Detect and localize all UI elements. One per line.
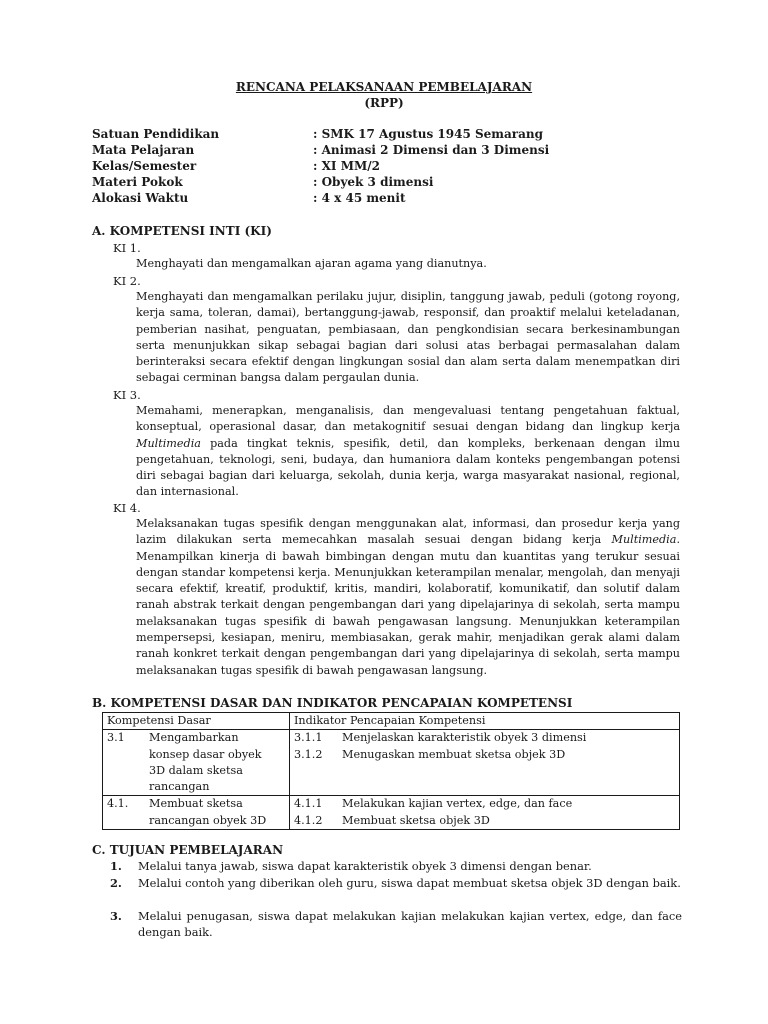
kd-code: 4.1. — [107, 797, 129, 811]
ki4-text-b: . Menampilkan kinerja di bawah bimbingan dengan mutu dan kuantitas yang terukur sesuai dengan standar kompetensi kerja. Menunjukkan keterampilan menalar, mengolah, dan menyaji secara efektif, kreatif, produktif, kritis, mandiri, kolaboratif, komunikatif, dan solutif dalam ranah abstrak terkait dengan pengembangan dari yang dipelajarinya di sekolah, serta mampu melaksanakan tugas spesifik di bawah pengawasan langsung. Menunjukkan keterampilan mempersepsi, kesiapan, meniru, membiasakan, gerak mahir, menjadikan gerak alami dalam ranah konkret terkait dengan pengembangan dari yang dipelajarinya di sekolah, serta mampu melaksanakan tugas spesifik di bawah pengawasan langsung. — [136, 533, 680, 677]
ki2-label: KI 2. — [113, 274, 141, 288]
indicator-line — [294, 796, 675, 812]
indicator-text: Menugaskan membuat sketsa objek 3D — [342, 747, 566, 761]
indicator-text: Melakukan kajian vertex, edge, dan face — [342, 797, 573, 811]
section-c-heading: C. TUJUAN PEMBELAJARAN — [92, 843, 284, 857]
indicator-code: 3.1.1 — [294, 731, 323, 745]
competency-table — [102, 712, 680, 830]
ki1-label: KI 1. — [113, 241, 141, 255]
table-row — [103, 730, 680, 796]
table-header-ipk: Indikator Pencapaian Kompetensi — [290, 713, 680, 730]
indicator-cell — [290, 730, 680, 796]
identity-value: : Animasi 2 Dimensi dan 3 Dimensi — [313, 143, 550, 157]
list-item-text: Melalui tanya jawab, siswa dapat karakteristik obyek 3 dimensi dengan benar. — [138, 859, 592, 873]
kd-text: Mengambarkan konsep dasar obyek 3D dalam sketsa rancangan — [149, 731, 262, 794]
section-b-heading: B. KOMPETENSI DASAR DAN INDIKATOR PENCAPAIAN KOMPETENSI — [92, 696, 573, 710]
kd-text: Membuat sketsa rancangan obyek 3D — [149, 797, 267, 827]
identity-label: Materi Pokok — [92, 175, 183, 189]
identity-value: : SMK 17 Agustus 1945 Semarang — [313, 127, 543, 141]
identity-label: Mata Pelajaran — [92, 143, 195, 157]
ki2-text: Menghayati dan mengamalkan perilaku jujur, disiplin, tanggung jawab, peduli (gotong royong, kerja sama, toleran, damai), bertanggung-jawab, responsif, dan proaktif melalui keteladanan, pemberian nasihat, penguatan, pembiasaan, dan pengkondisian secara berkesinambungan serta menunjukkan sikap sebagai bagian dari solusi atas berbagai permasalahan dalam berinteraksi secara efektif dengan lingkungan sosial dan alam serta dalam menempatkan diri sebagai cerminan bangsa dalam pergaulan dunia. — [136, 290, 680, 385]
indicator-line — [294, 813, 675, 829]
kd-code: 3.1 — [107, 731, 125, 745]
list-item-number: 1. — [110, 859, 122, 873]
indicator-code: 4.1.2 — [294, 813, 323, 827]
identity-value: : 4 x 45 menit — [313, 191, 406, 205]
document-subtitle: (RPP) — [364, 96, 404, 110]
ki3-italic: Multimedia — [136, 436, 201, 450]
table-header-kd: Kompetensi Dasar — [103, 713, 290, 730]
indicator-text: Menjelaskan karakteristik obyek 3 dimensi — [342, 731, 587, 745]
ki3-text — [136, 403, 680, 501]
list-item-number: 2. — [110, 876, 122, 890]
document-title: RENCANA PELAKSANAAN PEMBELAJARAN — [235, 80, 533, 94]
indicator-text: Membuat sketsa objek 3D — [342, 813, 490, 827]
table-header-row — [103, 713, 680, 730]
indicator-code: 4.1.1 — [294, 797, 323, 811]
indicator-cell — [290, 796, 680, 830]
ki4-text-a: Melaksanakan tugas spesifik dengan menggunakan alat, informasi, dan prosedur kerja yang lazim dilakukan serta memecahkan masalah sesuai dengan bidang kerja — [136, 517, 680, 547]
table-row — [103, 796, 680, 830]
ki3-text-b: pada tingkat teknis, spesifik, detil, dan kompleks, berkenaan dengan ilmu pengetahuan, teknologi, seni, budaya, dan humaniora dalam konteks pengembangan potensi diri sebagai bagian dari keluarga, sekolah, dunia kerja, warga masyarakat nasional, regional, dan internasional. — [136, 436, 680, 499]
ki1-text: Menghayati dan mengamalkan ajaran agama yang dianutnya. — [136, 257, 487, 270]
ki3-label: KI 3. — [113, 388, 141, 402]
identity-label: Alokasi Waktu — [92, 191, 189, 205]
ki4-italic: Multimedia — [611, 533, 677, 547]
indicator-line — [294, 747, 675, 763]
list-item-text: Melalui contoh yang diberikan oleh guru, siswa dapat membuat sketsa objek 3D dengan baik. — [138, 876, 681, 890]
list-item-number: 3. — [110, 909, 122, 923]
indicator-code: 3.1.2 — [294, 747, 323, 761]
kd-cell — [103, 730, 290, 796]
identity-value: : XI MM/2 — [313, 159, 381, 173]
section-a-heading: A. KOMPETENSI INTI (KI) — [92, 224, 272, 238]
ki3-text-a: Memahami, menerapkan, menganalisis, dan mengevaluasi tentang pengetahuan faktual, konseptual, operasional dasar, dan metakognitif sesuai dengan bidang dan lingkup kerja — [136, 404, 680, 434]
identity-label: Satuan Pendidikan — [92, 127, 220, 141]
identity-value: : Obyek 3 dimensi — [313, 175, 434, 189]
ki4-label: KI 4. — [113, 501, 141, 515]
kd-cell — [103, 796, 290, 830]
ki4-text — [136, 516, 680, 679]
list-item-text: Melalui penugasan, siswa dapat melakukan kajian melakukan kajian vertex, edge, dan face dengan baik. — [138, 909, 682, 940]
identity-label: Kelas/Semester — [92, 159, 197, 173]
indicator-line — [294, 730, 675, 746]
